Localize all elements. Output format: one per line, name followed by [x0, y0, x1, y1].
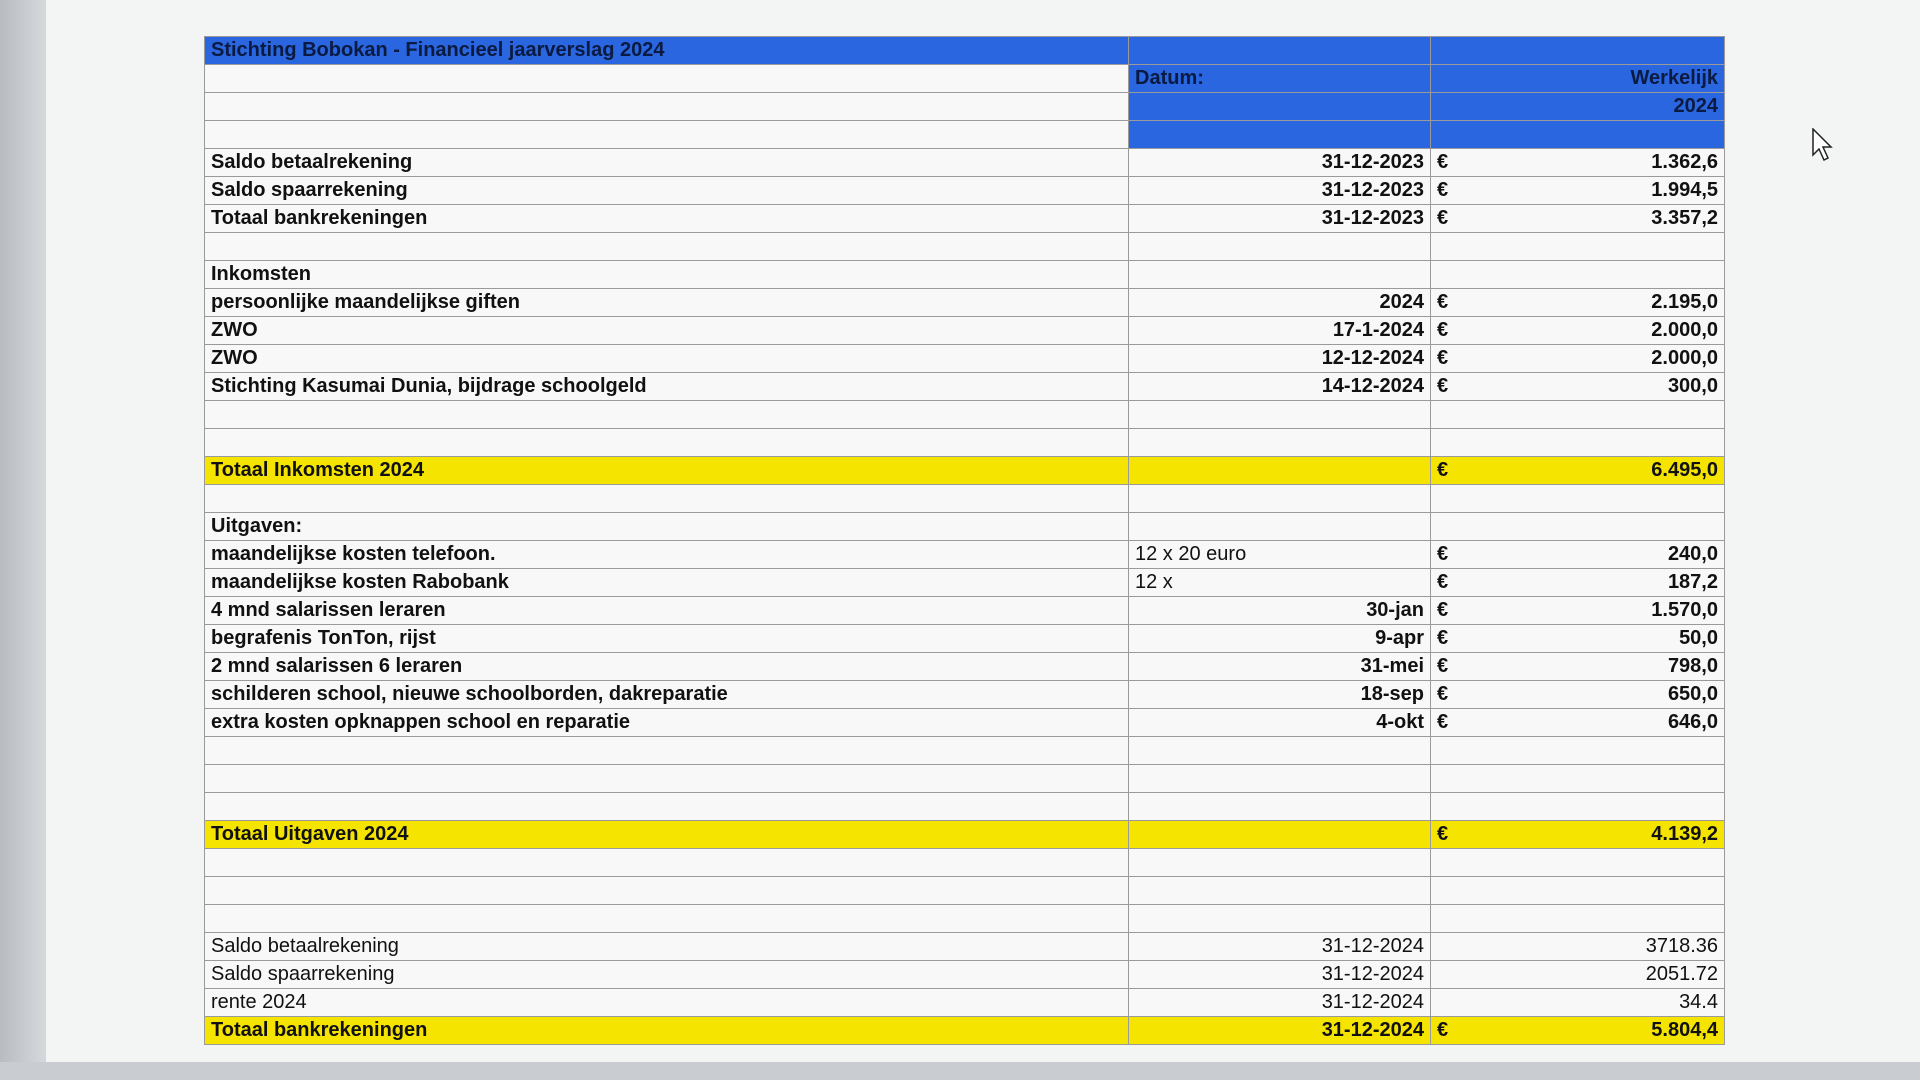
currency-symbol: € [1437, 375, 1449, 397]
cell-blank[interactable] [1431, 737, 1725, 765]
sheet-row [205, 205, 1725, 233]
sheet-row [205, 1017, 1725, 1045]
cell-blank[interactable] [1431, 37, 1725, 65]
amount-cell[interactable] [1431, 597, 1725, 625]
amount-cell[interactable] [1431, 569, 1725, 597]
income-label[interactable]: persoonlijke maandelijkse giften [205, 289, 1129, 317]
income-label[interactable]: ZWO [205, 317, 1129, 345]
cell-blank[interactable] [1129, 793, 1431, 821]
amount-cell[interactable] [1431, 177, 1725, 205]
sheet-row [205, 905, 1725, 933]
cell-blank[interactable] [1129, 429, 1431, 457]
cell-blank[interactable] [1129, 877, 1431, 905]
opening-date[interactable]: 31-12-2023 [1129, 149, 1431, 177]
expense-label[interactable]: extra kosten opknappen school en reparatie [205, 709, 1129, 737]
cell-blank[interactable] [1129, 849, 1431, 877]
sheet-row [205, 821, 1725, 849]
closing-total-label[interactable]: Totaal bankrekeningen [205, 1017, 1129, 1045]
amount-cell[interactable] [1431, 681, 1725, 709]
sheet-row [205, 737, 1725, 765]
cell-blank[interactable] [1129, 261, 1431, 289]
amount-value: 2.195,0 [1651, 291, 1718, 313]
income-date[interactable]: 12-12-2024 [1129, 345, 1431, 373]
amount-value: 300,0 [1667, 375, 1718, 397]
header-year[interactable]: 2024 [1431, 93, 1725, 121]
sheet-row [205, 933, 1725, 961]
cell-blank[interactable] [205, 849, 1129, 877]
cell-blank[interactable] [1129, 121, 1431, 149]
income-date[interactable]: 14-12-2024 [1129, 373, 1431, 401]
cell-blank[interactable] [1431, 513, 1725, 541]
opening-date[interactable]: 31-12-2023 [1129, 205, 1431, 233]
cell-blank[interactable] [1129, 37, 1431, 65]
sheet-row [205, 513, 1725, 541]
currency-symbol: € [1437, 543, 1449, 565]
monitor-bezel [0, 0, 46, 1080]
amount-cell[interactable] [1431, 149, 1725, 177]
expense-label[interactable]: schilderen school, nieuwe schoolborden, dakreparatie [205, 681, 1129, 709]
sheet-row [205, 429, 1725, 457]
cell-blank[interactable] [1431, 793, 1725, 821]
amount-value: 240,0 [1667, 543, 1718, 565]
opening-label[interactable]: Saldo spaarrekening [205, 177, 1129, 205]
cell-blank[interactable] [1129, 93, 1431, 121]
income-label[interactable]: ZWO [205, 345, 1129, 373]
amount-value: 798,0 [1667, 655, 1718, 677]
sheet-row [205, 793, 1725, 821]
sheet-row [205, 289, 1725, 317]
spreadsheet-screen [46, 0, 1920, 1062]
amount-value: 1.570,0 [1651, 599, 1718, 621]
amount-value: 5.804,4 [1651, 1019, 1718, 1041]
amount-value: 6.495,0 [1651, 459, 1718, 481]
amount-value: 2.000,0 [1651, 319, 1718, 341]
closing-date[interactable]: 31-12-2024 [1129, 961, 1431, 989]
mouse-cursor-icon [1812, 128, 1834, 162]
cell-blank[interactable] [205, 485, 1129, 513]
sheet-row [205, 317, 1725, 345]
sheet-row [205, 597, 1725, 625]
expense-label[interactable]: maandelijkse kosten telefoon. [205, 541, 1129, 569]
sheet-row [205, 149, 1725, 177]
expense-date[interactable]: 31-mei [1129, 653, 1431, 681]
cell-blank[interactable] [1129, 765, 1431, 793]
expense-date[interactable]: 4-okt [1129, 709, 1431, 737]
opening-label[interactable]: Saldo betaalrekening [205, 149, 1129, 177]
expense-date[interactable]: 18-sep [1129, 681, 1431, 709]
cell-blank[interactable] [205, 429, 1129, 457]
expense-header[interactable]: Uitgaven: [205, 513, 1129, 541]
cell-blank[interactable] [205, 65, 1129, 93]
income-label[interactable]: Stichting Kasumai Dunia, bijdrage schoolgeld [205, 373, 1129, 401]
sheet-row [205, 345, 1725, 373]
currency-symbol: € [1437, 1019, 1449, 1041]
closing-label[interactable]: Saldo spaarrekening [205, 961, 1129, 989]
amount-value: 187,2 [1667, 571, 1718, 593]
amount-cell[interactable] [1431, 541, 1725, 569]
cell-blank[interactable] [205, 877, 1129, 905]
currency-symbol: € [1437, 207, 1449, 229]
cell-blank[interactable] [1431, 849, 1725, 877]
sheet-row [205, 709, 1725, 737]
sheet-row [205, 653, 1725, 681]
cell-blank[interactable] [1129, 233, 1431, 261]
opening-date[interactable]: 31-12-2023 [1129, 177, 1431, 205]
closing-label[interactable]: rente 2024 [205, 989, 1129, 1017]
amount-value: 650,0 [1667, 683, 1718, 705]
cell-blank[interactable] [1129, 513, 1431, 541]
opening-label[interactable]: Totaal bankrekeningen [205, 205, 1129, 233]
cell-blank[interactable] [205, 765, 1129, 793]
sheet-row [205, 961, 1725, 989]
header-datum[interactable]: Datum: [1129, 65, 1431, 93]
currency-symbol: € [1437, 655, 1449, 677]
cell-blank[interactable] [205, 93, 1129, 121]
cell-blank[interactable] [1431, 121, 1725, 149]
amount-value: 2.000,0 [1651, 347, 1718, 369]
amount-cell[interactable] [1431, 653, 1725, 681]
amount-cell[interactable] [1431, 709, 1725, 737]
amount-value: 3.357,2 [1651, 207, 1718, 229]
sheet-row [205, 625, 1725, 653]
sheet-row [205, 569, 1725, 597]
cell-blank[interactable] [1431, 905, 1725, 933]
sheet-row [205, 261, 1725, 289]
header-werkelijk[interactable]: Werkelijk [1431, 65, 1725, 93]
sheet-row [205, 765, 1725, 793]
expense-label[interactable]: 2 mnd salarissen 6 leraren [205, 653, 1129, 681]
sheet-row [205, 177, 1725, 205]
sheet-row [205, 681, 1725, 709]
expense-total-label[interactable]: Totaal Uitgaven 2024 [205, 821, 1129, 849]
cell-blank[interactable] [1129, 821, 1431, 849]
currency-symbol: € [1437, 319, 1449, 341]
sheet-row [205, 989, 1725, 1017]
cell-blank[interactable] [1431, 765, 1725, 793]
amount-cell[interactable] [1431, 961, 1725, 989]
cell-blank[interactable] [1431, 877, 1725, 905]
amount-value: 50,0 [1679, 627, 1718, 649]
currency-symbol: € [1437, 627, 1449, 649]
amount-cell[interactable] [1431, 989, 1725, 1017]
income-header[interactable]: Inkomsten [205, 261, 1129, 289]
income-date[interactable]: 17-1-2024 [1129, 317, 1431, 345]
cell-blank[interactable] [205, 737, 1129, 765]
currency-symbol: € [1437, 347, 1449, 369]
amount-value: 1.994,5 [1651, 179, 1718, 201]
cell-blank[interactable] [205, 905, 1129, 933]
sheet-row [205, 401, 1725, 429]
cell-blank[interactable] [205, 121, 1129, 149]
closing-total-date[interactable]: 31-12-2024 [1129, 1017, 1431, 1045]
amount-value: 34.4 [1679, 991, 1718, 1013]
expense-date[interactable]: 30-jan [1129, 597, 1431, 625]
currency-symbol: € [1437, 151, 1449, 173]
expense-label[interactable]: 4 mnd salarissen leraren [205, 597, 1129, 625]
sheet-row [205, 541, 1725, 569]
amount-value: 646,0 [1667, 711, 1718, 733]
cell-blank[interactable] [1431, 485, 1725, 513]
currency-symbol: € [1437, 291, 1449, 313]
amount-cell[interactable] [1431, 317, 1725, 345]
amount-value: 3718.36 [1645, 935, 1718, 957]
currency-symbol: € [1437, 571, 1449, 593]
sheet-row [205, 233, 1725, 261]
financial-report-table [204, 36, 1725, 1045]
monitor-bezel-bottom [0, 1062, 1920, 1080]
cell-blank[interactable] [1129, 401, 1431, 429]
currency-symbol: € [1437, 179, 1449, 201]
amount-cell[interactable] [1431, 821, 1725, 849]
closing-date[interactable]: 31-12-2024 [1129, 933, 1431, 961]
expense-note[interactable]: 12 x [1129, 569, 1431, 597]
currency-symbol: € [1437, 599, 1449, 621]
cell-blank[interactable] [205, 401, 1129, 429]
sheet-row [205, 849, 1725, 877]
amount-cell[interactable] [1431, 345, 1725, 373]
cell-blank[interactable] [205, 233, 1129, 261]
closing-label[interactable]: Saldo betaalrekening [205, 933, 1129, 961]
cell-blank[interactable] [1431, 261, 1725, 289]
cell-blank[interactable] [1129, 457, 1431, 485]
currency-symbol: € [1437, 683, 1449, 705]
closing-date[interactable]: 31-12-2024 [1129, 989, 1431, 1017]
cell-blank[interactable] [205, 793, 1129, 821]
cell-blank[interactable] [1129, 905, 1431, 933]
expense-note[interactable]: 12 x 20 euro [1129, 541, 1431, 569]
currency-symbol: € [1437, 459, 1449, 481]
sheet-row [205, 877, 1725, 905]
amount-value: 1.362,6 [1651, 151, 1718, 173]
sheet-row [205, 457, 1725, 485]
cell-blank[interactable] [1431, 233, 1725, 261]
expense-label[interactable]: begrafenis TonTon, rijst [205, 625, 1129, 653]
cell-blank[interactable] [1129, 737, 1431, 765]
currency-symbol: € [1437, 823, 1449, 845]
amount-cell[interactable] [1431, 1017, 1725, 1045]
amount-cell[interactable] [1431, 457, 1725, 485]
amount-value: 4.139,2 [1651, 823, 1718, 845]
cell-blank[interactable] [1431, 429, 1725, 457]
report-title[interactable]: Stichting Bobokan - Financieel jaarverslag 2024 [205, 37, 1129, 65]
amount-cell[interactable] [1431, 625, 1725, 653]
income-date[interactable]: 2024 [1129, 289, 1431, 317]
income-total-label[interactable]: Totaal Inkomsten 2024 [205, 457, 1129, 485]
amount-cell[interactable] [1431, 933, 1725, 961]
amount-cell[interactable] [1431, 205, 1725, 233]
amount-value: 2051.72 [1645, 963, 1718, 985]
cell-blank[interactable] [1431, 401, 1725, 429]
currency-symbol: € [1437, 711, 1449, 733]
sheet-row [205, 373, 1725, 401]
expense-date[interactable]: 9-apr [1129, 625, 1431, 653]
expense-label[interactable]: maandelijkse kosten Rabobank [205, 569, 1129, 597]
amount-cell[interactable] [1431, 289, 1725, 317]
cell-blank[interactable] [1129, 485, 1431, 513]
sheet-row [205, 485, 1725, 513]
amount-cell[interactable] [1431, 373, 1725, 401]
